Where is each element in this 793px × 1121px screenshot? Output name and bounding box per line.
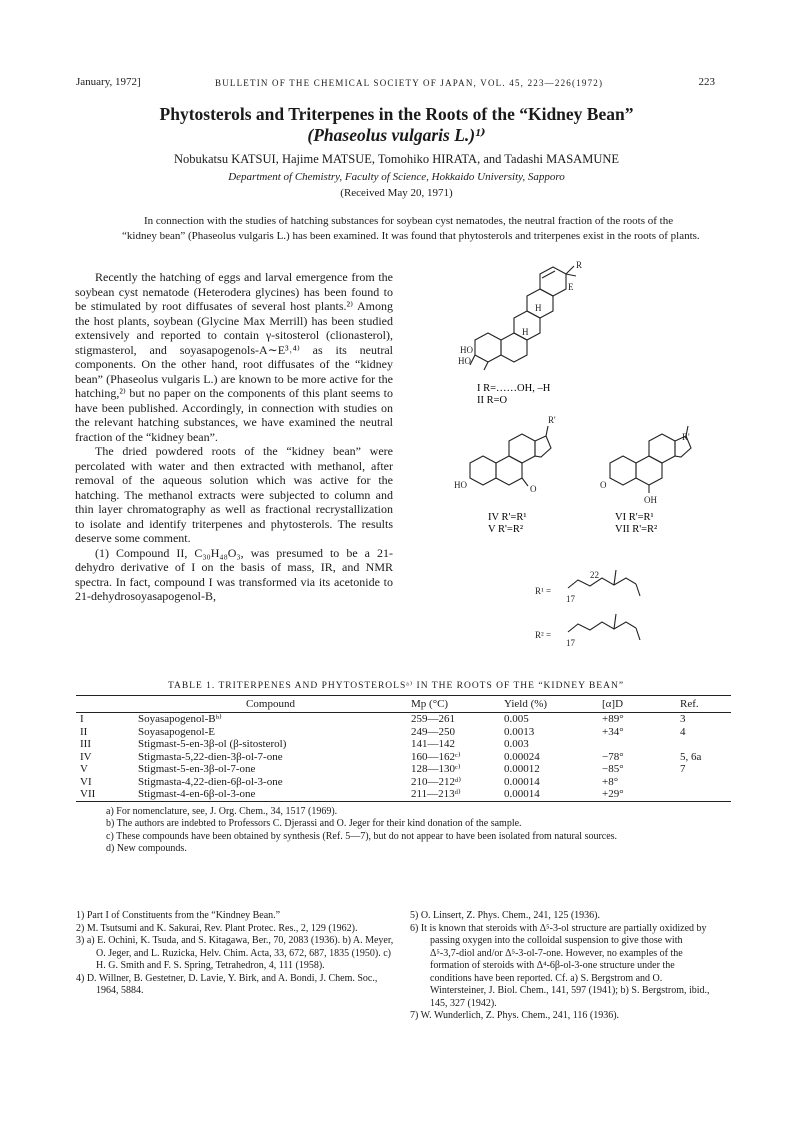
table-cell: −78° xyxy=(602,750,624,763)
ho-label: HO xyxy=(454,480,467,490)
table-caption: TABLE 1. TRITERPENES AND PHYTOSTEROLSᵃ⁾ IN THE ROOTS OF THE “KIDNEY BEAN” xyxy=(167,681,625,691)
table-cell: 160—162ᶜ⁾ xyxy=(411,750,461,763)
table-row xyxy=(76,751,731,764)
table-row xyxy=(76,713,731,726)
table-note: c) These compounds have been obtained by synthesis (Ref. 5—7), but do not appear to have been isolated from natural sources. xyxy=(106,830,618,842)
table-body xyxy=(76,713,731,802)
table-cell: VII xyxy=(76,788,134,801)
table-cell: 3 xyxy=(680,713,686,725)
table-cell xyxy=(676,776,731,789)
table-cell: 0.00024 xyxy=(504,750,540,763)
r-prime-label: R' xyxy=(682,432,690,442)
abstract: In connection with the studies of hatching substances for soybean cyst nematodes, the neutral fraction of the roots of the “kidney bean” (Phaseolus vulgaris L.) has been examined. It was found that phytosterols and triterpenes exist in the roots of plants. xyxy=(122,215,700,242)
body-text xyxy=(75,270,393,604)
page-number: 223 xyxy=(698,76,715,88)
structures-figure xyxy=(430,258,740,663)
oh-label: OH xyxy=(644,495,657,505)
col-ref: Ref. xyxy=(676,696,731,713)
table-cell xyxy=(676,788,731,801)
table-row xyxy=(76,738,731,751)
table-cell: −85° xyxy=(602,763,624,775)
table-cell: 211—213ᵈ⁾ xyxy=(407,788,500,801)
table-cell: VI xyxy=(80,775,92,788)
table-cell: V xyxy=(80,763,88,775)
col-compound: Compound xyxy=(134,696,407,713)
authors: Nobukatsu KATSUI, Hajime MATSUE, Tomohiko HIRATA, and Tadashi MASAMUNE xyxy=(173,152,620,166)
table-cell: Soyasapogenol-Bᵇ⁾ xyxy=(138,713,222,725)
table-cell: 0.0013 xyxy=(504,725,535,738)
col-id xyxy=(76,696,134,713)
body-paragraph: The dried powdered roots of the “kidney bean” were percolated with water and then extracted with methanol, after removal of the aqueous solution which was active for the hatching. The methanol extracts were subjected to column and thin layer chromatography as well as fractional recrystallization to isolate and identify triterpenes and phytosterols. The results deserve some comment. xyxy=(75,444,393,545)
reference: 4) D. Willner, B. Gestetner, D. Lavie, Y. Birk, and A. Bondi, J. Chem. Soc., 1964, 5884. xyxy=(76,972,378,996)
table-cell: 249—250 xyxy=(411,725,455,738)
ho-label: HO xyxy=(460,345,473,355)
body-paragraph: (1) Compound II, C₃₀H₄₈O₃, was presumed to be a 21-dehydro derivative of I on the basis of mass, IR, and NMR spectra. In fact, compound I was transformed via its acetonide to 21-dehydrosoyasapogenol-B, xyxy=(75,545,393,603)
table-header-row xyxy=(76,696,731,713)
compound-VI-label: VI R'=R¹ xyxy=(615,512,654,523)
table-cell: 141—142 xyxy=(411,738,455,750)
r1-label: R¹ = xyxy=(535,586,552,596)
table-cell: +89° xyxy=(602,713,624,725)
table-note: d) New compounds. xyxy=(106,843,187,854)
position-label: 17 xyxy=(566,638,575,648)
table-cell: 7 xyxy=(680,763,686,775)
oxo-label: O xyxy=(530,484,537,494)
article-title: Phytosterols and Triterpenes in the Roots of the “Kidney Bean” xyxy=(159,104,634,124)
table-cell: 0.005 xyxy=(504,713,529,725)
header-date: January, 1972] xyxy=(76,76,141,88)
header-journal: BULLETIN OF THE CHEMICAL SOCIETY OF JAPAN, VOL. 45, 223—226(1972) xyxy=(215,78,604,88)
body-paragraph: Recently the hatching of eggs and larval emergence from the soybean cyst nematode (Heterodera glycines) has been found to be stimulated by root diffusates of several host plants.²⁾ Among the host plants, soybean (Glycine Max Merrill) has been studied extensively and reported to contain γ-sitosterol (clionasterol), stigmasterol, and soyasapogenols-A∼E³˒⁴⁾ as its neutral components. On the other hand, root diffusates of the “kidney bean” (Phaseolus vulgaris L.) are known to be more active for the hatching,²⁾ but no paper on the components of this plant seems to have been published. Accordingly, in connection with studies on the relevant hatching substances, we have examined the neutral fraction of the “kidney bean”. xyxy=(75,270,393,444)
compound-V-label: V R'=R² xyxy=(488,524,523,535)
table-cell: 128—130ᶜ⁾ xyxy=(411,763,461,775)
side-chain-r1 xyxy=(568,570,640,596)
table-cell xyxy=(598,738,676,751)
table-cell: 0.003 xyxy=(504,738,529,750)
table-cell: IV xyxy=(80,750,92,763)
table-cell: +29° xyxy=(598,788,676,801)
table-cell: Stigmasta-4,22-dien-6β-ol-3-one xyxy=(138,775,283,788)
compounds-table xyxy=(76,695,731,802)
h-label: H xyxy=(522,327,529,337)
table-row xyxy=(76,776,731,789)
reference: 5) O. Linsert, Z. Phys. Chem., 241, 125 (1936). xyxy=(410,910,600,921)
oxo-label: O xyxy=(600,480,607,490)
table-cell: Stigmast-5-en-3β-ol (β-sitosterol) xyxy=(138,738,287,750)
table-cell: 0.00014 xyxy=(504,775,540,788)
side-chain-r2 xyxy=(568,614,640,640)
table-cell: Stigmast-4-en-6β-ol-3-one xyxy=(134,788,407,801)
table-cell: II xyxy=(80,725,88,738)
reference: 6) It is known that steroids with Δ⁵-3-ol structure are partially oxidized by passing oxygen into the colloidal suspension to give those with Δ⁵-3,7-diol and/or Δ⁵-3-ol-7-one. However, no examples of the formation of steroids with Δ⁴-6β-ol-3-one structure under the conditions have been reported. Cf. a) S. Bergstrom and O. Wintersteiner, J. Biol. Chem., 141, 597 (1941); b) S. Bergstrom, ibid., 145, 327 (1942). xyxy=(410,922,710,1009)
position-label: 17 xyxy=(566,594,575,604)
table-cell xyxy=(676,738,731,751)
position-label: 22 xyxy=(590,570,599,580)
references-right xyxy=(410,910,710,1023)
table-cell: Soyasapogenol-E xyxy=(138,725,215,738)
table-cell: +34° xyxy=(602,725,624,738)
r2-label: R² = xyxy=(535,630,552,640)
references-left xyxy=(76,910,396,998)
affiliation: Department of Chemistry, Faculty of Science, Hokkaido University, Sapporo xyxy=(228,171,565,183)
col-yield: Yield (%) xyxy=(500,696,598,713)
table-row xyxy=(76,763,731,776)
table-cell: 210—212ᵈ⁾ xyxy=(411,775,462,788)
ho-label: HO xyxy=(458,356,471,366)
table-cell: 0.00012 xyxy=(504,763,540,775)
table-cell: 259—261 xyxy=(411,713,455,725)
table-cell: 0.00014 xyxy=(500,788,598,801)
compound-IV-label: IV R'=R¹ xyxy=(488,512,527,523)
table-row xyxy=(76,788,731,801)
reference: 2) M. Tsutsumi and K. Sakurai, Rev. Plant Protec. Res., 2, 129 (1962). xyxy=(76,922,358,934)
table-cell: +8° xyxy=(602,775,619,788)
h-label: H xyxy=(535,303,542,313)
col-mp: Mp (°C) xyxy=(407,696,500,713)
table-row xyxy=(76,726,731,739)
reference: 1) Part I of Constituents from the “Kindney Bean.” xyxy=(76,910,281,921)
compound-I-label: I R=……OH, –H xyxy=(477,383,551,394)
table-note: a) For nomenclature, see, J. Org. Chem., 34, 1517 (1969). xyxy=(106,805,338,817)
col-rotation: [α]D xyxy=(598,696,676,713)
compound-II-label: II R=O xyxy=(477,395,508,406)
table-notes xyxy=(106,806,716,856)
table-cell: 5, 6a xyxy=(680,750,702,763)
compound-VII-label: VII R'=R² xyxy=(615,524,658,535)
table-cell: Stigmasta-5,22-dien-3β-ol-7-one xyxy=(138,750,283,763)
table-cell: Stigmast-5-en-3β-ol-7-one xyxy=(138,763,256,775)
steroid-VI-VII-structure xyxy=(610,426,691,493)
r-prime-label: R' xyxy=(548,415,556,425)
r-label: R xyxy=(576,260,583,270)
table-note: b) The authors are indebted to Professors C. Djerassi and O. Jeger for their kind donation of the sample. xyxy=(106,818,522,829)
reference: 7) W. Wunderlich, Z. Phys. Chem., 241, 116 (1936). xyxy=(410,1010,620,1021)
table-section xyxy=(76,680,716,856)
steroid-IV-V-structure xyxy=(470,426,551,486)
triterpene-structure xyxy=(470,266,576,370)
received-date: (Received May 20, 1971) xyxy=(340,187,453,199)
table-cell: III xyxy=(80,738,91,750)
table-cell: I xyxy=(80,713,84,725)
table-cell: 4 xyxy=(680,725,686,738)
label-E: E xyxy=(568,282,574,292)
reference: 3) a) E. Ochini, K. Tsuda, and S. Kitagawa, Ber., 70, 2083 (1936). b) A. Meyer, O. Jeger, and L. Ruzicka, Helv. Chim. Acta, 33, 672, 687, 1835 (1950). c) H. G. Smith and F. S. Spring, Tetrahedron, 4, 111 (1958). xyxy=(76,935,394,971)
article-title-line2: (Phaseolus vulgaris L.)¹⁾ xyxy=(307,125,486,145)
